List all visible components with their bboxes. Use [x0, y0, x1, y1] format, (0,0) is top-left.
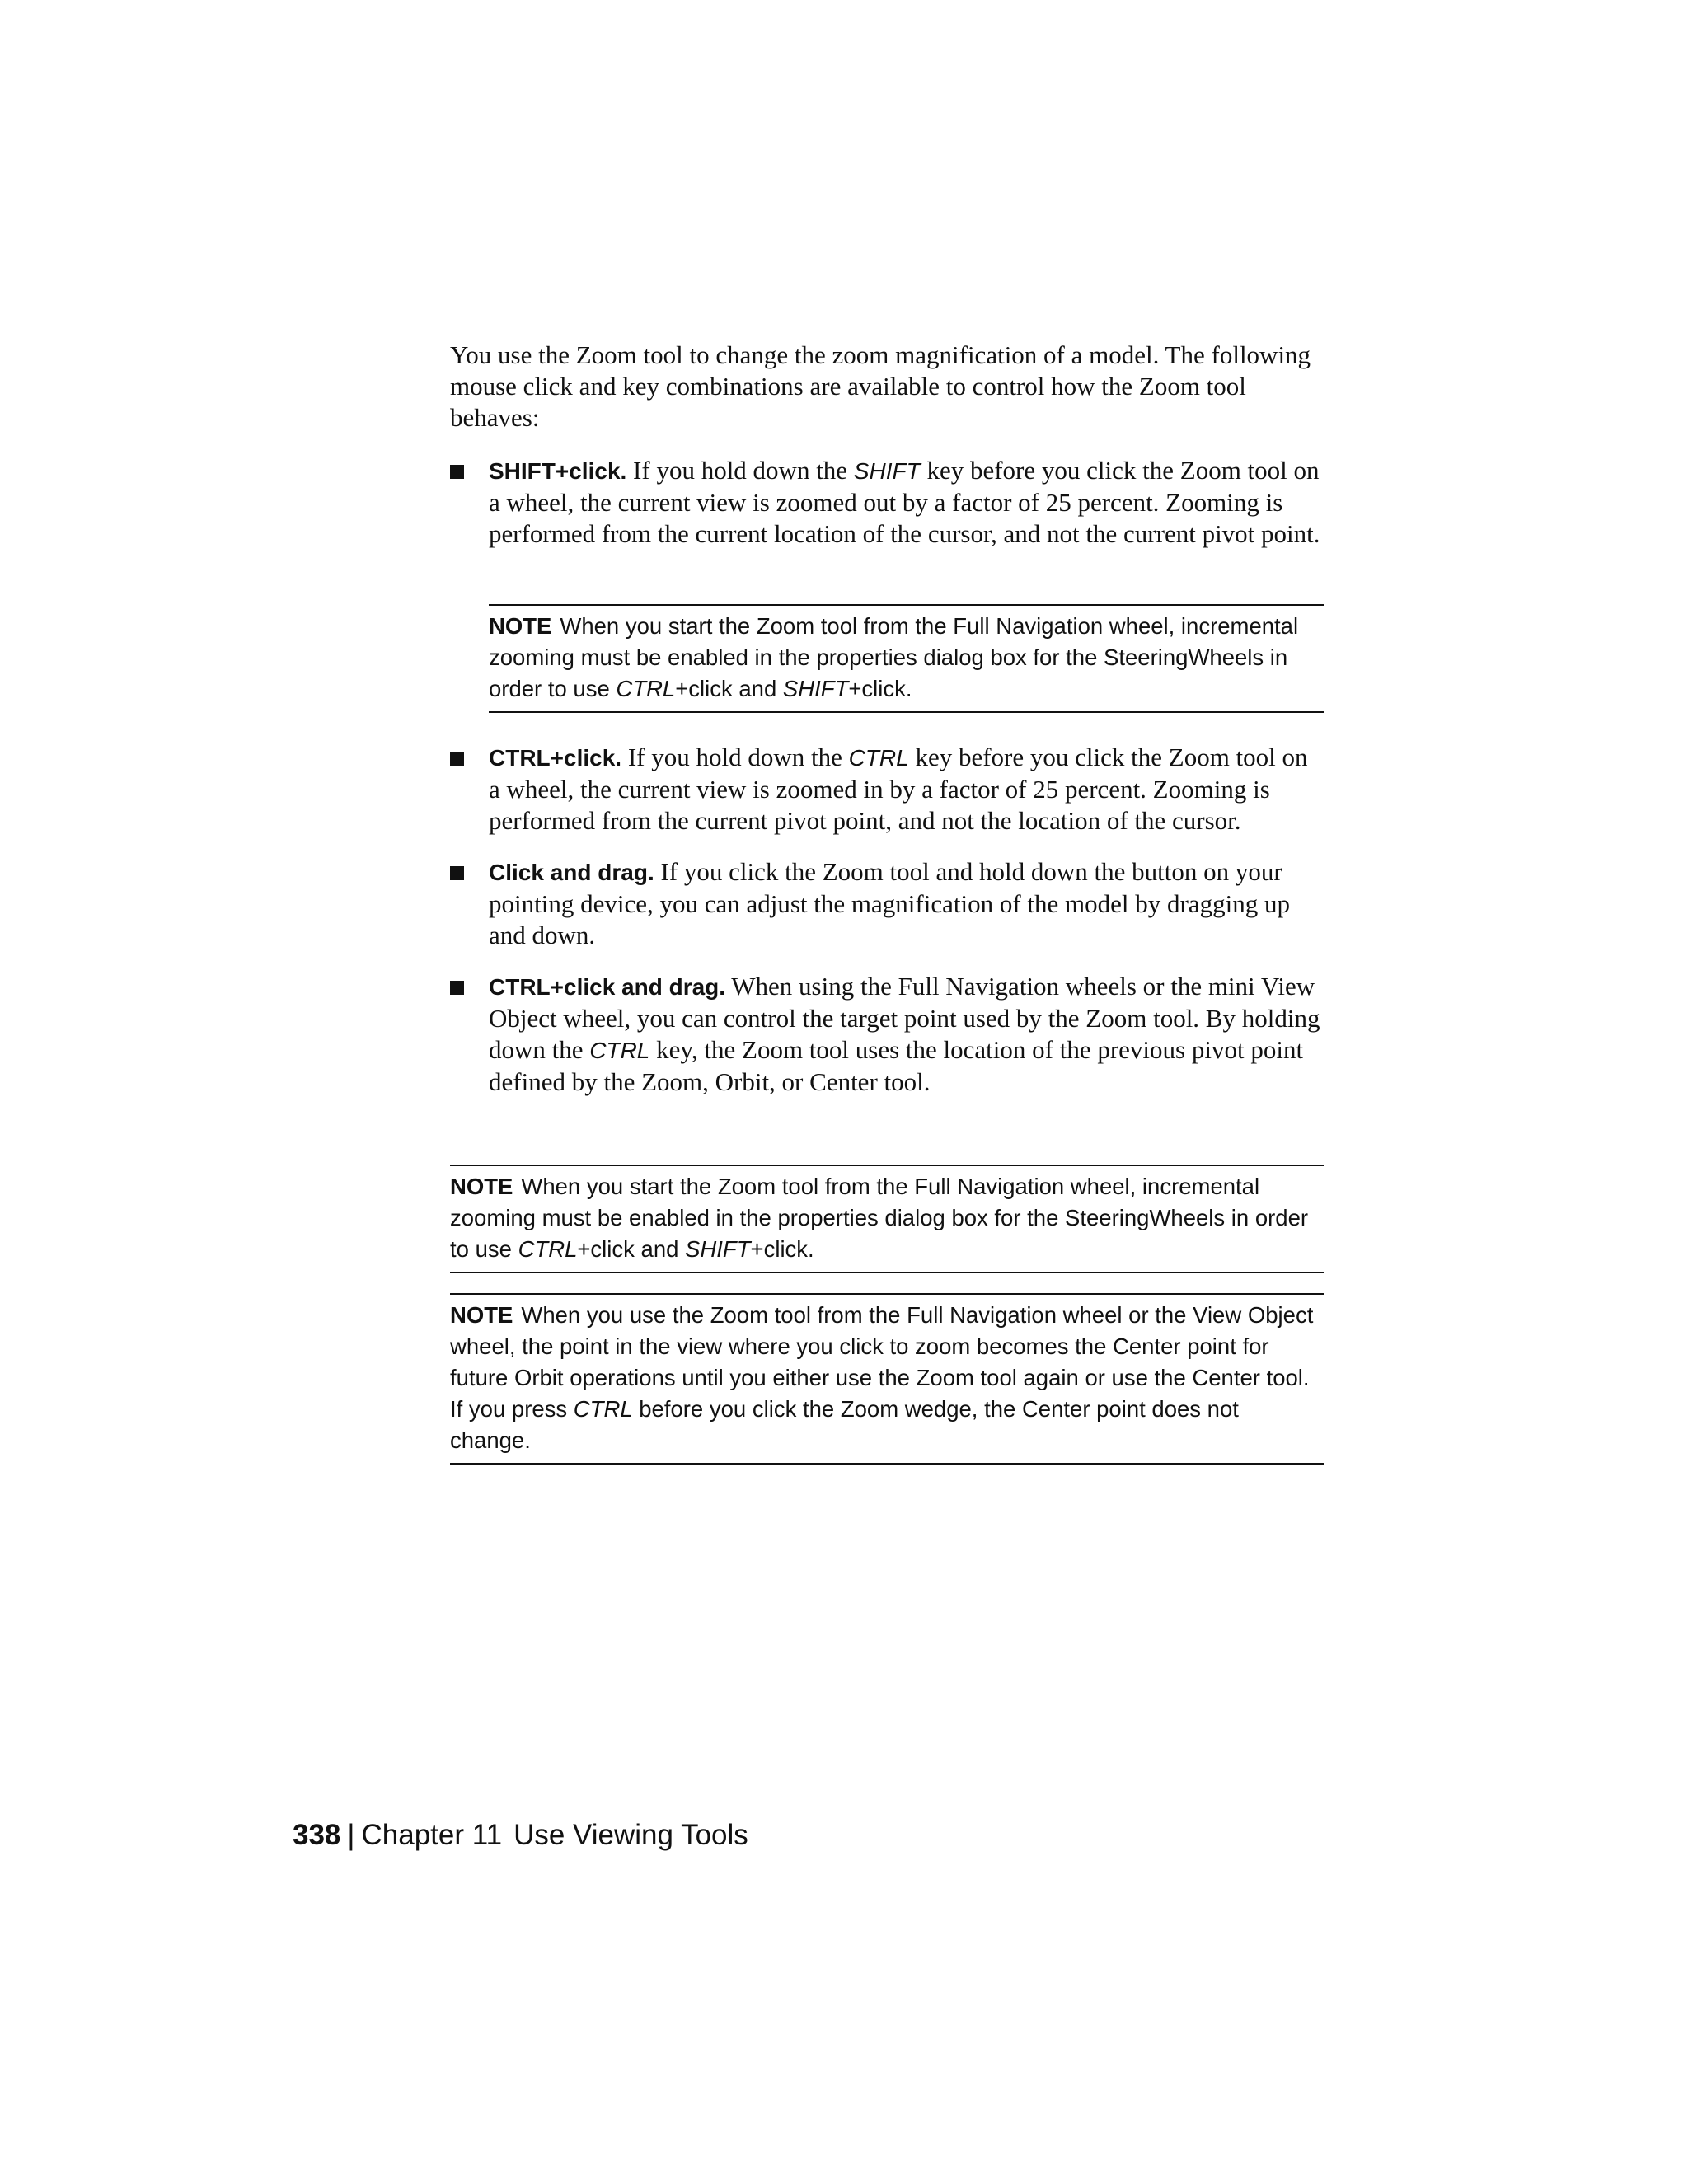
note-box-inner — [489, 604, 1324, 713]
footer-separator: | — [347, 1819, 355, 1851]
note-text: +click. — [848, 676, 912, 701]
bullet-text: key before you click the Zoom tool on a wheel, the current view is zoomed in by a factor of 25 percent. Zooming is performed from the current pivot point, and not the location of the cursor. — [489, 743, 1308, 835]
bullet-term: CTRL+click. — [489, 745, 622, 771]
bullet-term: Click and drag. — [489, 860, 654, 885]
note-text: When you use the Zoom tool from the Full Navigation wheel or the View Object wheel, the point in the view where you click to zoom becomes the Center point for future Orbit operations until you either use the Zoom tool again or use the Center tool. If you press — [450, 1302, 1314, 1422]
note-text: +click and — [675, 676, 783, 701]
page-footer — [293, 1817, 748, 1854]
note-text: before you click the Zoom wedge, the Center point does not change. — [450, 1396, 1239, 1453]
note-text: When you start the Zoom tool from the Full Navigation wheel, incremental zooming must be enabled in the properties dialog box for the SteeringWheels in order to use — [450, 1174, 1309, 1262]
bullet-term: SHIFT+click. — [489, 458, 627, 484]
note-text: +click and — [577, 1236, 686, 1262]
note-text: +click. — [750, 1236, 814, 1262]
bullet-term: CTRL+click and drag. — [489, 974, 726, 1000]
note-box-1 — [450, 1165, 1324, 1273]
key-name: SHIFT — [853, 458, 921, 484]
bullet-square-icon — [450, 866, 464, 880]
note-label: NOTE — [450, 1174, 513, 1199]
chapter-title: Use Viewing Tools — [513, 1819, 748, 1851]
list-item-click-and-drag — [450, 856, 1324, 951]
page-number: 338 — [293, 1819, 341, 1851]
key-name: CTRL — [848, 745, 909, 771]
note-label: NOTE — [450, 1302, 513, 1328]
list-item-ctrl-click — [450, 742, 1324, 837]
bullet-text: key before you click the Zoom tool on a wheel, the current view is zoomed out by a factor of 25 percent. Zooming is performed from the current location of the cursor, and not the current pivot point. — [489, 456, 1320, 548]
bullet-text: If you click the Zoom tool and hold down the button on your pointing device, you can adjust the magnification of the model by dragging up and down. — [489, 857, 1290, 949]
note-text: When you start the Zoom tool from the Full Navigation wheel, incremental zooming must be enabled in the properties dialog box for the SteeringWheels in order to use — [489, 613, 1299, 701]
bullet-text: key, the Zoom tool uses the location of the previous pivot point defined by the Zoom, Orbit, or Center tool. — [489, 1035, 1304, 1096]
note-box-2 — [450, 1293, 1324, 1465]
list-item-ctrl-click-and-drag — [450, 971, 1324, 1098]
bullet-list-top — [450, 455, 1324, 569]
bullet-text: When using the Full Navigation wheels or the mini View Object wheel, you can control the target point used by the Zoom tool. By holding down the — [489, 972, 1320, 1064]
bullet-square-icon — [450, 981, 464, 995]
key-name: CTRL — [518, 1236, 578, 1262]
intro-paragraph: You use the Zoom tool to change the zoom magnification of a model. The following mouse click and key combinations are available to control how the Zoom tool behaves: — [450, 340, 1311, 432]
bullet-text: If you hold down the — [621, 743, 849, 771]
key-name: SHIFT — [782, 676, 849, 701]
key-name: SHIFT — [685, 1236, 751, 1262]
chapter-label: Chapter 11 — [361, 1819, 503, 1851]
bullet-square-icon — [450, 465, 464, 479]
bullet-text: If you hold down the — [626, 456, 854, 485]
key-name: CTRL — [573, 1396, 633, 1422]
list-item-shift-click — [450, 455, 1324, 550]
note-label: NOTE — [489, 613, 552, 639]
key-name: CTRL — [616, 676, 676, 701]
bullet-list-bottom — [450, 742, 1324, 1118]
bullet-square-icon — [450, 752, 464, 766]
key-name: CTRL — [589, 1038, 650, 1063]
